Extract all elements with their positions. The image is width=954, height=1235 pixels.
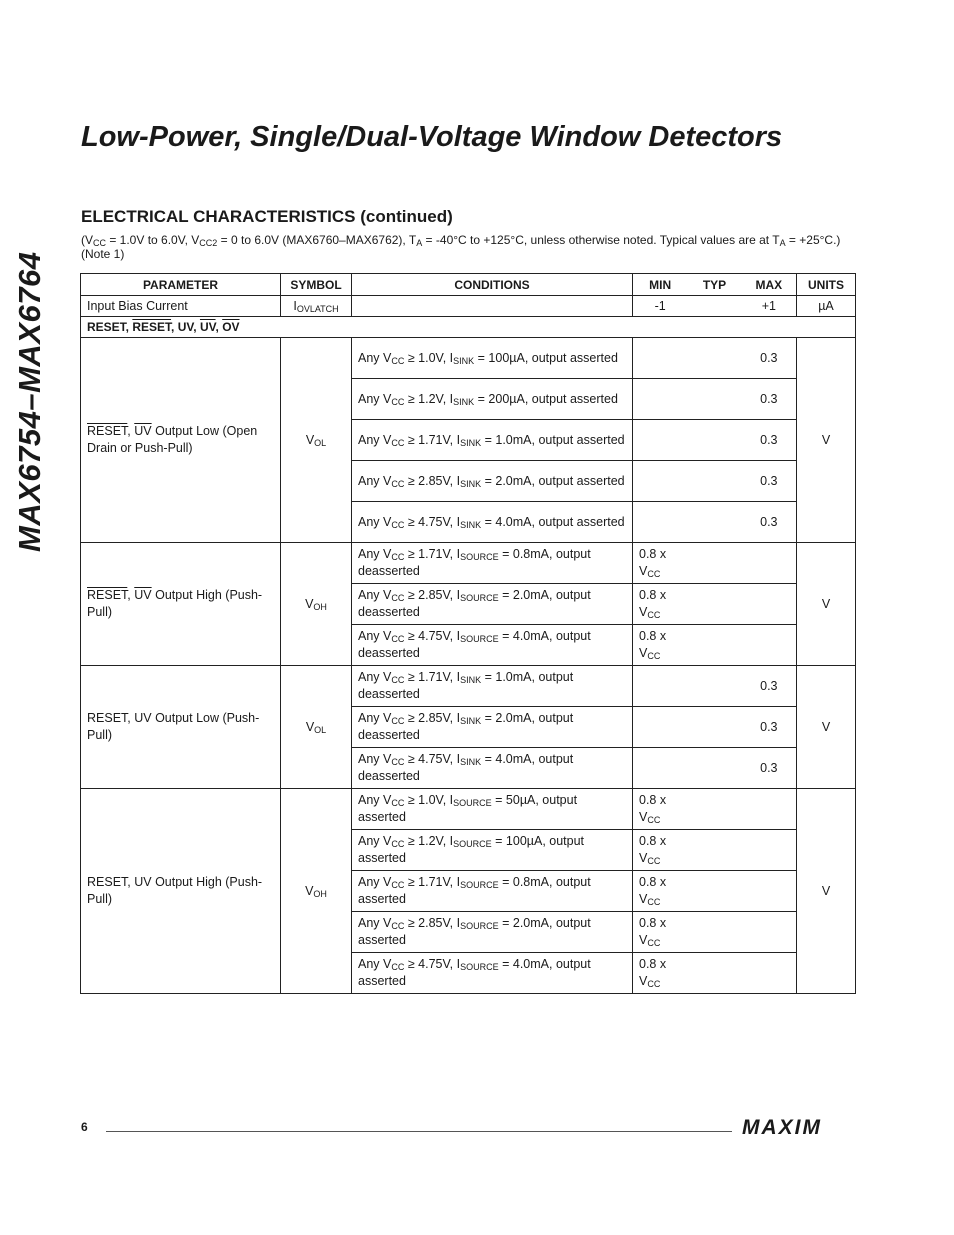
table-row	[81, 338, 856, 379]
side-part-number	[12, 212, 52, 552]
min-value-cell: 0.8 x $V_{CC}$	[633, 584, 797, 625]
table-row	[81, 789, 856, 830]
max-value: 0.3	[760, 392, 778, 406]
input-bias-conditions	[352, 296, 633, 317]
units-cell: V	[797, 666, 856, 789]
max-value-cell	[633, 338, 797, 379]
min-value-cell: 0.8 x $V_{CC}$	[633, 543, 797, 584]
units-cell: V	[797, 338, 856, 543]
header-parameter: PARAMETER	[81, 274, 281, 296]
max-value: 0.3	[760, 515, 778, 529]
min-value-cell: 0.8 x $V_{CC}$	[633, 830, 797, 871]
section-title: ELECTRICAL CHARACTERISTICS (continued)	[81, 207, 453, 226]
max-value: 0.3	[760, 474, 778, 488]
header-max: MAX	[755, 277, 783, 292]
max-value: 0.3	[760, 761, 778, 775]
conditions-cell: Any $V_{CC} \ge 2.85V$, $I_{SINK} = 2.0mA$, output asserted	[352, 461, 633, 502]
max-value-cell	[633, 461, 797, 502]
input-bias-typ	[687, 299, 741, 313]
parameter-cell: RESET, $\overline{UV}$ Output High (Push-Pull)	[81, 543, 281, 666]
conditions-cell: Any $V_{CC} \ge 4.75V$, $I_{SINK} = 4.0mA$, output deasserted	[352, 748, 633, 789]
conditions-cell: Any $V_{CC} \ge 1.71V$, $I_{SINK} = 1.0mA$, output deasserted	[352, 666, 633, 707]
max-value-cell	[633, 502, 797, 543]
input-bias-min: -1	[654, 299, 666, 313]
table-section-row	[81, 317, 856, 338]
conditions-cell: Any $V_{CC} \ge 2.85V$, $I_{SOURCE} = 2.0mA$, output asserted	[352, 912, 633, 953]
max-value: 0.3	[760, 351, 778, 365]
max-value-cell	[633, 666, 797, 707]
input-bias-max: +1	[761, 299, 776, 313]
table-row	[81, 543, 856, 584]
max-value: 0.3	[760, 720, 778, 734]
max-value-cell	[633, 748, 797, 789]
table-row	[81, 666, 856, 707]
conditions-cell: Any $V_{CC} \ge 1.0V$, $I_{SOURCE} = 50\mu A$, output asserted	[352, 789, 633, 830]
conditions-cell: Any $V_{CC} \ge 2.85V$, $I_{SOURCE} = 2.0mA$, output deasserted	[352, 584, 633, 625]
conditions-note: ($V_{CC} = 1.0V$ to 6.0V, $V_{CC2} = 0$ to 6.0V (MAX6760–MAX6762), $T_A = -40^\circ C$ to +125°C, unless otherwise noted. Typical values are at $T_A = +25^\circ C$.) (Note 1)	[81, 233, 841, 261]
conditions-cell: Any $V_{CC} \ge 4.75V$, $I_{SOURCE} = 4.0mA$, output asserted	[352, 953, 633, 994]
min-value-cell: 0.8 x $V_{CC}$	[633, 871, 797, 912]
max-value: 0.3	[760, 679, 778, 693]
units-cell: V	[797, 543, 856, 666]
conditions-cell: Any $V_{CC} \ge 4.75V$, $I_{SOURCE} = 4.0mA$, output deasserted	[352, 625, 633, 666]
min-value-cell: 0.8 x $V_{CC}$	[633, 625, 797, 666]
section-label: RESET, RESET, UV, $\overline{UV}$, $\overline{OV}$	[81, 317, 856, 338]
max-value-cell	[633, 707, 797, 748]
conditions-cell: Any $V_{CC} \ge 1.2V$, $I_{SINK} = 200\mu A$, output asserted	[352, 379, 633, 420]
conditions-cell: Any $V_{CC} \ge 1.2V$, $I_{SOURCE} = 100\mu A$, output asserted	[352, 830, 633, 871]
conditions-cell: Any $V_{CC} \ge 4.75V$, $I_{SINK} = 4.0mA$, output asserted	[352, 502, 633, 543]
symbol-cell: $V_{OH}$	[281, 543, 352, 666]
header-typ: TYP	[702, 277, 727, 292]
input-bias-values	[633, 296, 797, 317]
footer-rule	[106, 1131, 732, 1132]
min-value-cell: 0.8 x $V_{CC}$	[633, 912, 797, 953]
maxim-logo: MAXIM	[742, 1116, 822, 1139]
header-min-typ-max	[633, 274, 797, 296]
header-min: MIN	[649, 277, 672, 292]
min-value-cell: 0.8 x $V_{CC}$	[633, 953, 797, 994]
max-value-cell	[633, 379, 797, 420]
units-cell: V	[797, 789, 856, 994]
conditions-cell: Any $V_{CC} \ge 1.71V$, $I_{SOURCE} = 0.8mA$, output asserted	[352, 871, 633, 912]
table-row-input-bias	[81, 296, 856, 317]
symbol-cell: $V_{OH}$	[281, 789, 352, 994]
document-title: Low-Power, Single/Dual-Voltage Window Detectors	[81, 121, 783, 153]
conditions-cell: Any $V_{CC} \ge 1.0V$, $I_{SINK} = 100\mu A$, output asserted	[352, 338, 633, 379]
electrical-characteristics-table	[80, 273, 856, 994]
conditions-cell: Any $V_{CC} \ge 2.85V$, $I_{SINK} = 2.0mA$, output deasserted	[352, 707, 633, 748]
table-header-row	[81, 274, 856, 296]
symbol-cell: $V_{OL}$	[281, 666, 352, 789]
input-bias-units: µA	[797, 296, 856, 317]
parameter-cell: RESET, UV Output High (Push-Pull)	[81, 789, 281, 994]
input-bias-symbol: $I_{OVLATCH}$	[281, 296, 352, 317]
header-conditions: CONDITIONS	[352, 274, 633, 296]
parameter-cell: RESET, UV Output Low (Push-Pull)	[81, 666, 281, 789]
conditions-cell: Any $V_{CC} \ge 1.71V$, $I_{SINK} = 1.0mA$, output asserted	[352, 420, 633, 461]
header-symbol: SYMBOL	[281, 274, 352, 296]
input-bias-parameter: Input Bias Current	[81, 296, 281, 317]
page-number: 6	[81, 1120, 88, 1134]
max-value-cell	[633, 420, 797, 461]
header-units: UNITS	[797, 274, 856, 296]
max-value: 0.3	[760, 433, 778, 447]
min-value-cell: 0.8 x $V_{CC}$	[633, 789, 797, 830]
conditions-cell: Any $V_{CC} \ge 1.71V$, $I_{SOURCE} = 0.8mA$, output deasserted	[352, 543, 633, 584]
parameter-cell: RESET, $\overline{UV}$ Output Low (Open Drain or Push-Pull)	[81, 338, 281, 543]
side-part-number-text: MAX6754–MAX6764	[12, 251, 47, 552]
symbol-cell: $V_{OL}$	[281, 338, 352, 543]
